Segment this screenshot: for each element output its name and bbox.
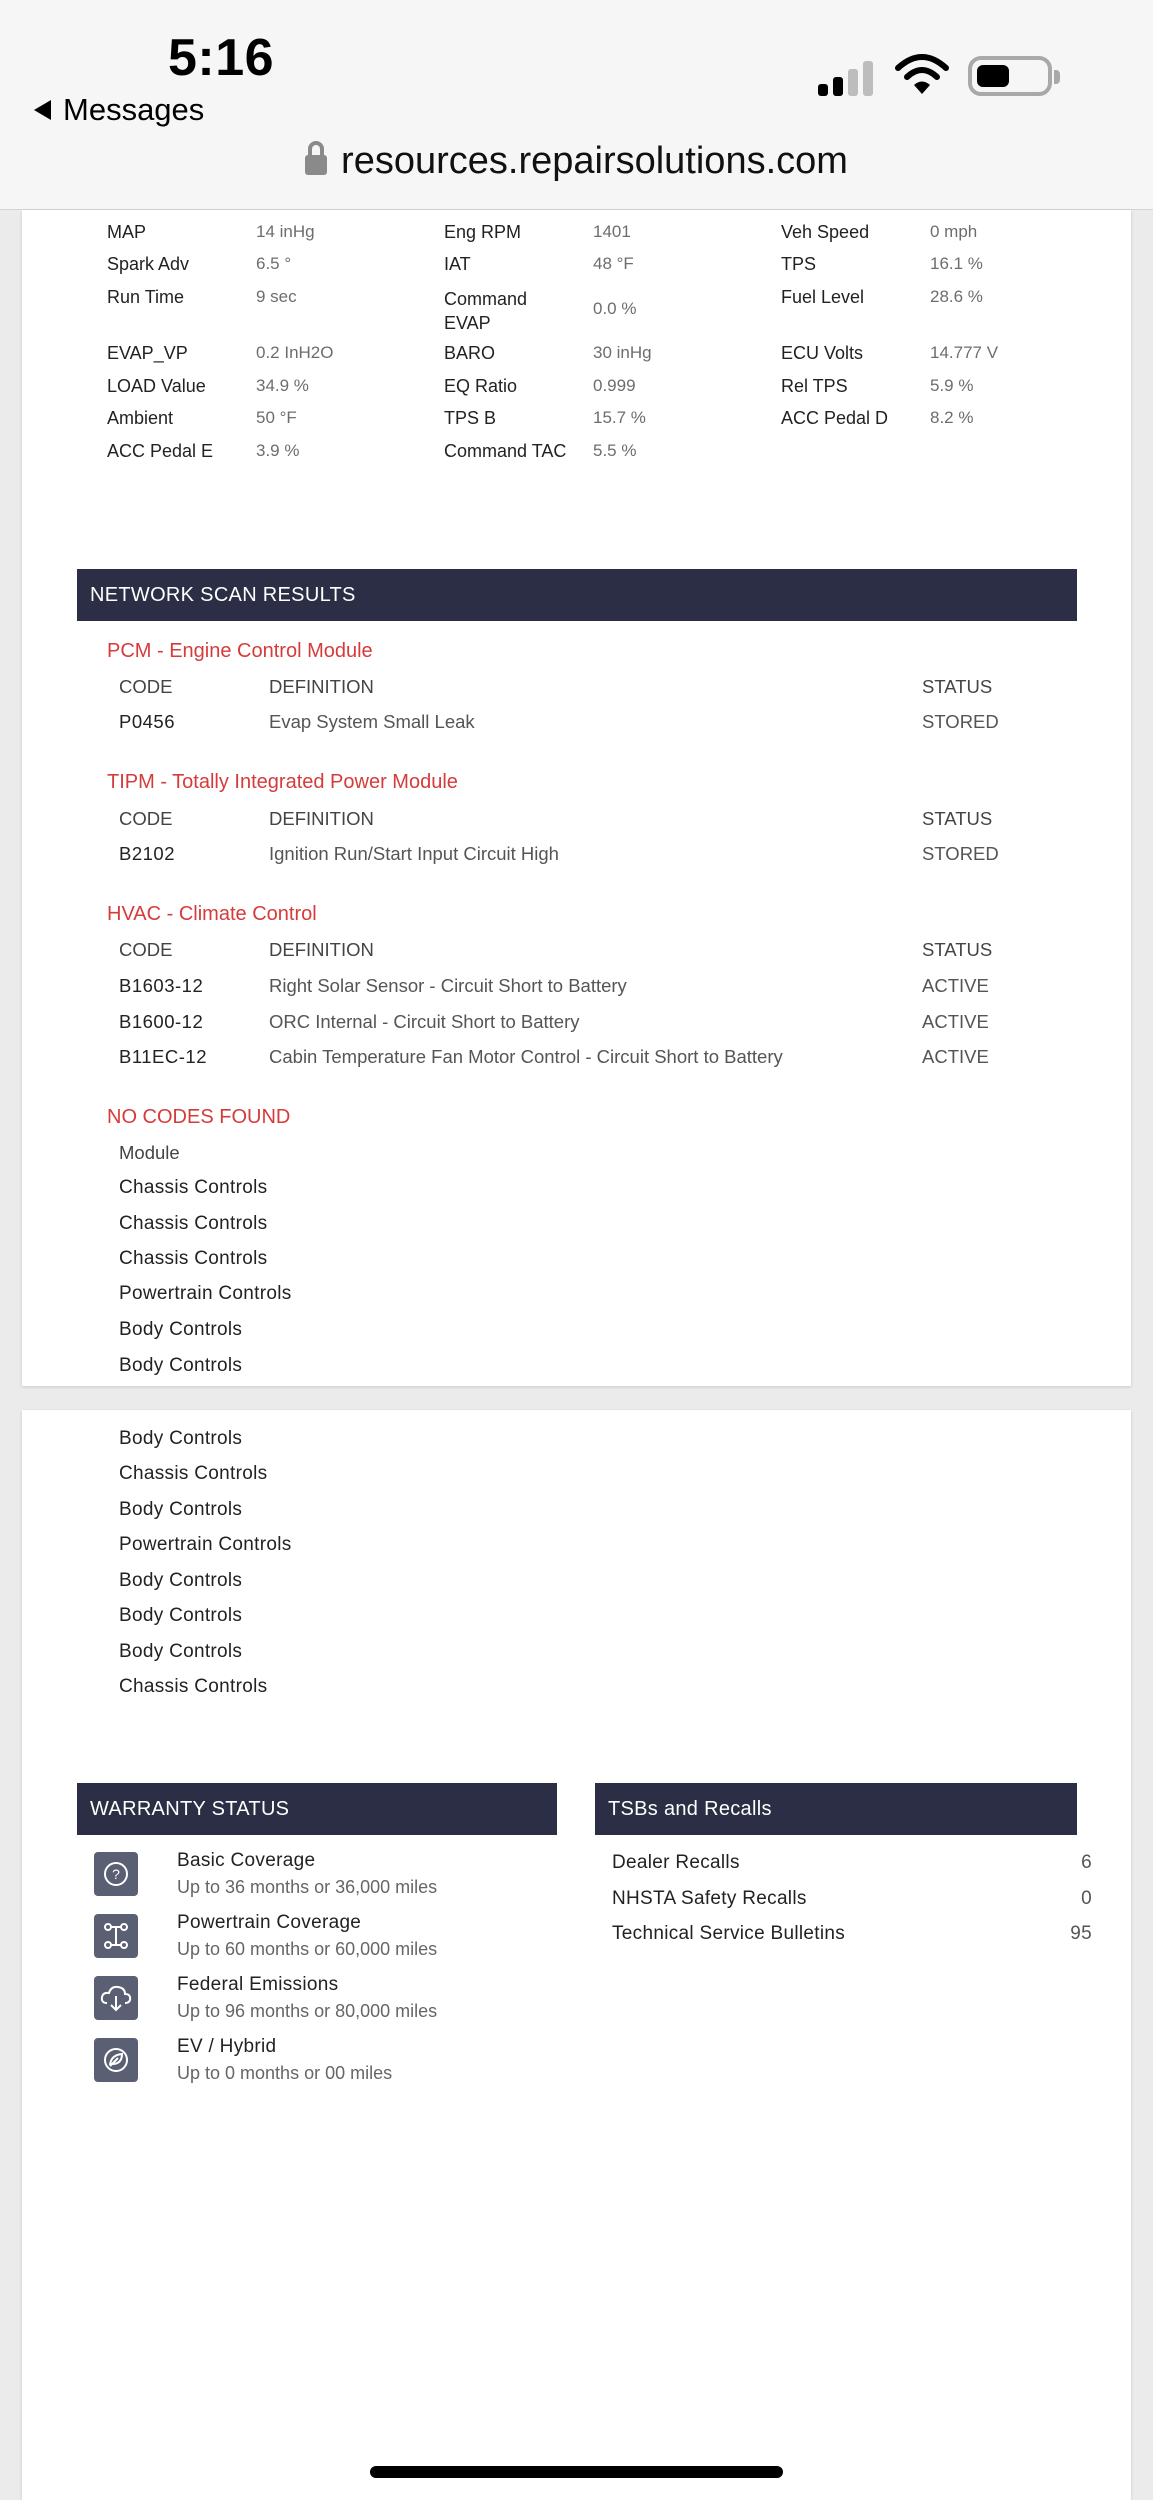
live-label: ECU Volts — [781, 343, 864, 363]
live-label: Fuel Level — [781, 287, 865, 307]
warranty-detail: Up to 96 months or 80,000 miles — [177, 2001, 438, 2021]
back-arrow-icon — [34, 100, 51, 120]
no-code-module: Chassis Controls — [119, 1177, 268, 1198]
no-code-module: Powertrain Controls — [119, 1534, 292, 1555]
dtc-row — [119, 975, 1119, 999]
no-code-module: Body Controls — [119, 1499, 243, 1520]
live-value: 0.2 InH2O — [256, 343, 334, 362]
column-header-status: STATUS — [922, 676, 993, 697]
no-code-module: Body Controls — [119, 1428, 243, 1449]
live-label: LOAD Value — [107, 376, 206, 396]
live-label: Veh Speed — [781, 222, 870, 242]
tsb-label: Dealer Recalls — [612, 1852, 740, 1873]
dtc-definition: Ignition Run/Start Input Circuit High — [269, 843, 559, 864]
live-label: Run Time — [107, 287, 185, 307]
warranty-title: Basic Coverage — [177, 1850, 316, 1871]
warranty-title: Federal Emissions — [177, 1974, 339, 1995]
dtc-code: B1603-12 — [119, 975, 204, 996]
warranty-detail: Up to 0 months or 00 miles — [177, 2063, 393, 2083]
no-codes-title: NO CODES FOUND — [107, 1106, 291, 1128]
svg-text:?: ? — [112, 1866, 120, 1882]
status-time: 5:16 — [168, 29, 275, 87]
tsb-row-dealer-recalls — [612, 1852, 1092, 1874]
live-value: 14 inHg — [256, 222, 315, 241]
live-value: 5.9 % — [930, 376, 974, 395]
dtc-code: P0456 — [119, 711, 175, 732]
no-code-module: Powertrain Controls — [119, 1283, 292, 1304]
dtc-row — [119, 711, 1119, 735]
tsb-label: NHSTA Safety Recalls — [612, 1888, 807, 1909]
live-value: 5.5 % — [593, 441, 637, 460]
warranty-detail: Up to 60 months or 60,000 miles — [177, 1939, 438, 1959]
dtc-definition: Cabin Temperature Fan Motor Control - Circuit Short to Battery — [269, 1046, 783, 1067]
live-label: Rel TPS — [781, 376, 848, 396]
dtc-status: ACTIVE — [922, 975, 989, 996]
dtc-status: ACTIVE — [922, 1046, 989, 1067]
live-label: Command EVAP — [444, 289, 528, 333]
live-label: Command TAC — [444, 441, 567, 461]
column-header-status: STATUS — [922, 939, 993, 960]
column-header-code: CODE — [119, 939, 173, 960]
browser-top-bar — [0, 0, 1153, 210]
live-value: 3.9 % — [256, 441, 300, 460]
live-value: 30 inHg — [593, 343, 652, 362]
column-header-definition: DEFINITION — [269, 676, 374, 697]
live-value: 1401 — [593, 222, 631, 241]
back-label: Messages — [63, 92, 205, 127]
no-code-module: Body Controls — [119, 1570, 243, 1591]
drivetrain-icon — [94, 1914, 138, 1958]
warranty-detail: Up to 36 months or 36,000 miles — [177, 1877, 438, 1897]
tsb-label: Technical Service Bulletins — [612, 1923, 846, 1944]
dtc-code: B2102 — [119, 843, 175, 864]
warranty-item-ev-hybrid — [94, 2036, 574, 2092]
tsb-row-service-bulletins — [612, 1923, 1092, 1945]
live-value: 14.777 V — [930, 343, 999, 362]
live-value: 8.2 % — [930, 408, 974, 427]
battery-icon — [968, 56, 1052, 96]
dtc-status: STORED — [922, 711, 999, 732]
warranty-item-basic — [94, 1850, 574, 1906]
no-code-module: Chassis Controls — [119, 1248, 268, 1269]
live-label: EQ Ratio — [444, 376, 518, 396]
column-header-module: Module — [119, 1142, 180, 1163]
dtc-definition: Evap System Small Leak — [269, 711, 475, 732]
column-header-code: CODE — [119, 808, 173, 829]
live-value: 0.999 — [593, 376, 636, 395]
network-scan-header: NETWORK SCAN RESULTS — [77, 569, 1077, 621]
live-label: EVAP_VP — [107, 343, 188, 363]
wifi-icon — [894, 52, 950, 96]
live-label: TPS B — [444, 408, 497, 428]
tsb-count: 0 — [1081, 1888, 1092, 1909]
live-label: ACC Pedal D — [781, 408, 889, 428]
live-value: 0.0 % — [593, 299, 637, 318]
no-code-module: Chassis Controls — [119, 1463, 268, 1484]
live-value: 0 mph — [930, 222, 978, 241]
module-title: HVAC - Climate Control — [107, 903, 317, 925]
no-code-module: Chassis Controls — [119, 1676, 268, 1697]
dtc-definition: ORC Internal - Circuit Short to Battery — [269, 1011, 580, 1032]
live-value: 9 sec — [256, 287, 297, 306]
cloud-download-icon — [94, 1976, 138, 2020]
dtc-code: B11EC-12 — [119, 1046, 207, 1067]
live-label: BARO — [444, 343, 496, 363]
address-bar[interactable] — [0, 140, 1153, 183]
url-text: resources.repairsolutions.com — [341, 140, 848, 182]
column-header-definition: DEFINITION — [269, 939, 374, 960]
no-code-module: Body Controls — [119, 1319, 243, 1340]
live-label: IAT — [444, 254, 471, 274]
warranty-title: Powertrain Coverage — [177, 1912, 362, 1933]
live-label: MAP — [107, 222, 147, 242]
warranty-status-header: WARRANTY STATUS — [77, 1783, 557, 1835]
live-label: Spark Adv — [107, 254, 190, 274]
live-value: 28.6 % — [930, 287, 983, 306]
ev-leaf-icon — [94, 2038, 138, 2082]
live-value: 15.7 % — [593, 408, 646, 427]
tsb-recalls-header: TSBs and Recalls — [595, 1783, 1077, 1835]
question-circle-icon — [94, 1852, 138, 1896]
home-indicator[interactable] — [370, 2466, 783, 2478]
tsb-count: 95 — [1070, 1923, 1092, 1944]
lock-icon — [305, 151, 327, 179]
warranty-item-emissions — [94, 1974, 574, 2030]
live-value: 34.9 % — [256, 376, 309, 395]
no-code-module: Body Controls — [119, 1641, 243, 1662]
warranty-item-powertrain — [94, 1912, 574, 1968]
dtc-definition: Right Solar Sensor - Circuit Short to Battery — [269, 975, 627, 996]
live-label: TPS — [781, 254, 817, 274]
column-header-code: CODE — [119, 676, 173, 697]
module-title: PCM - Engine Control Module — [107, 640, 373, 662]
live-value: 48 °F — [593, 254, 634, 273]
column-header-definition: DEFINITION — [269, 808, 374, 829]
live-value: 6.5 ° — [256, 254, 292, 273]
warranty-title: EV / Hybrid — [177, 2036, 277, 2057]
dtc-row — [119, 843, 1119, 867]
dtc-status: STORED — [922, 843, 999, 864]
no-code-module: Chassis Controls — [119, 1213, 268, 1234]
tsb-row-safety-recalls — [612, 1888, 1092, 1910]
signal-icon — [818, 58, 873, 96]
report-page-2 — [22, 1410, 1131, 2500]
live-label: Ambient — [107, 408, 174, 428]
live-label: Eng RPM — [444, 222, 522, 242]
dtc-row — [119, 1011, 1119, 1035]
back-to-messages-button[interactable] — [34, 92, 204, 128]
module-title: TIPM - Totally Integrated Power Module — [107, 771, 458, 793]
live-value: 16.1 % — [930, 254, 983, 273]
live-label: ACC Pedal E — [107, 441, 214, 461]
no-code-module: Body Controls — [119, 1355, 243, 1376]
report-page-1 — [22, 210, 1131, 1386]
dtc-row — [119, 1046, 1119, 1070]
live-value: 50 °F — [256, 408, 297, 427]
dtc-code: B1600-12 — [119, 1011, 204, 1032]
dtc-status: ACTIVE — [922, 1011, 989, 1032]
tsb-count: 6 — [1081, 1852, 1092, 1873]
column-header-status: STATUS — [922, 808, 993, 829]
no-code-module: Body Controls — [119, 1605, 243, 1626]
